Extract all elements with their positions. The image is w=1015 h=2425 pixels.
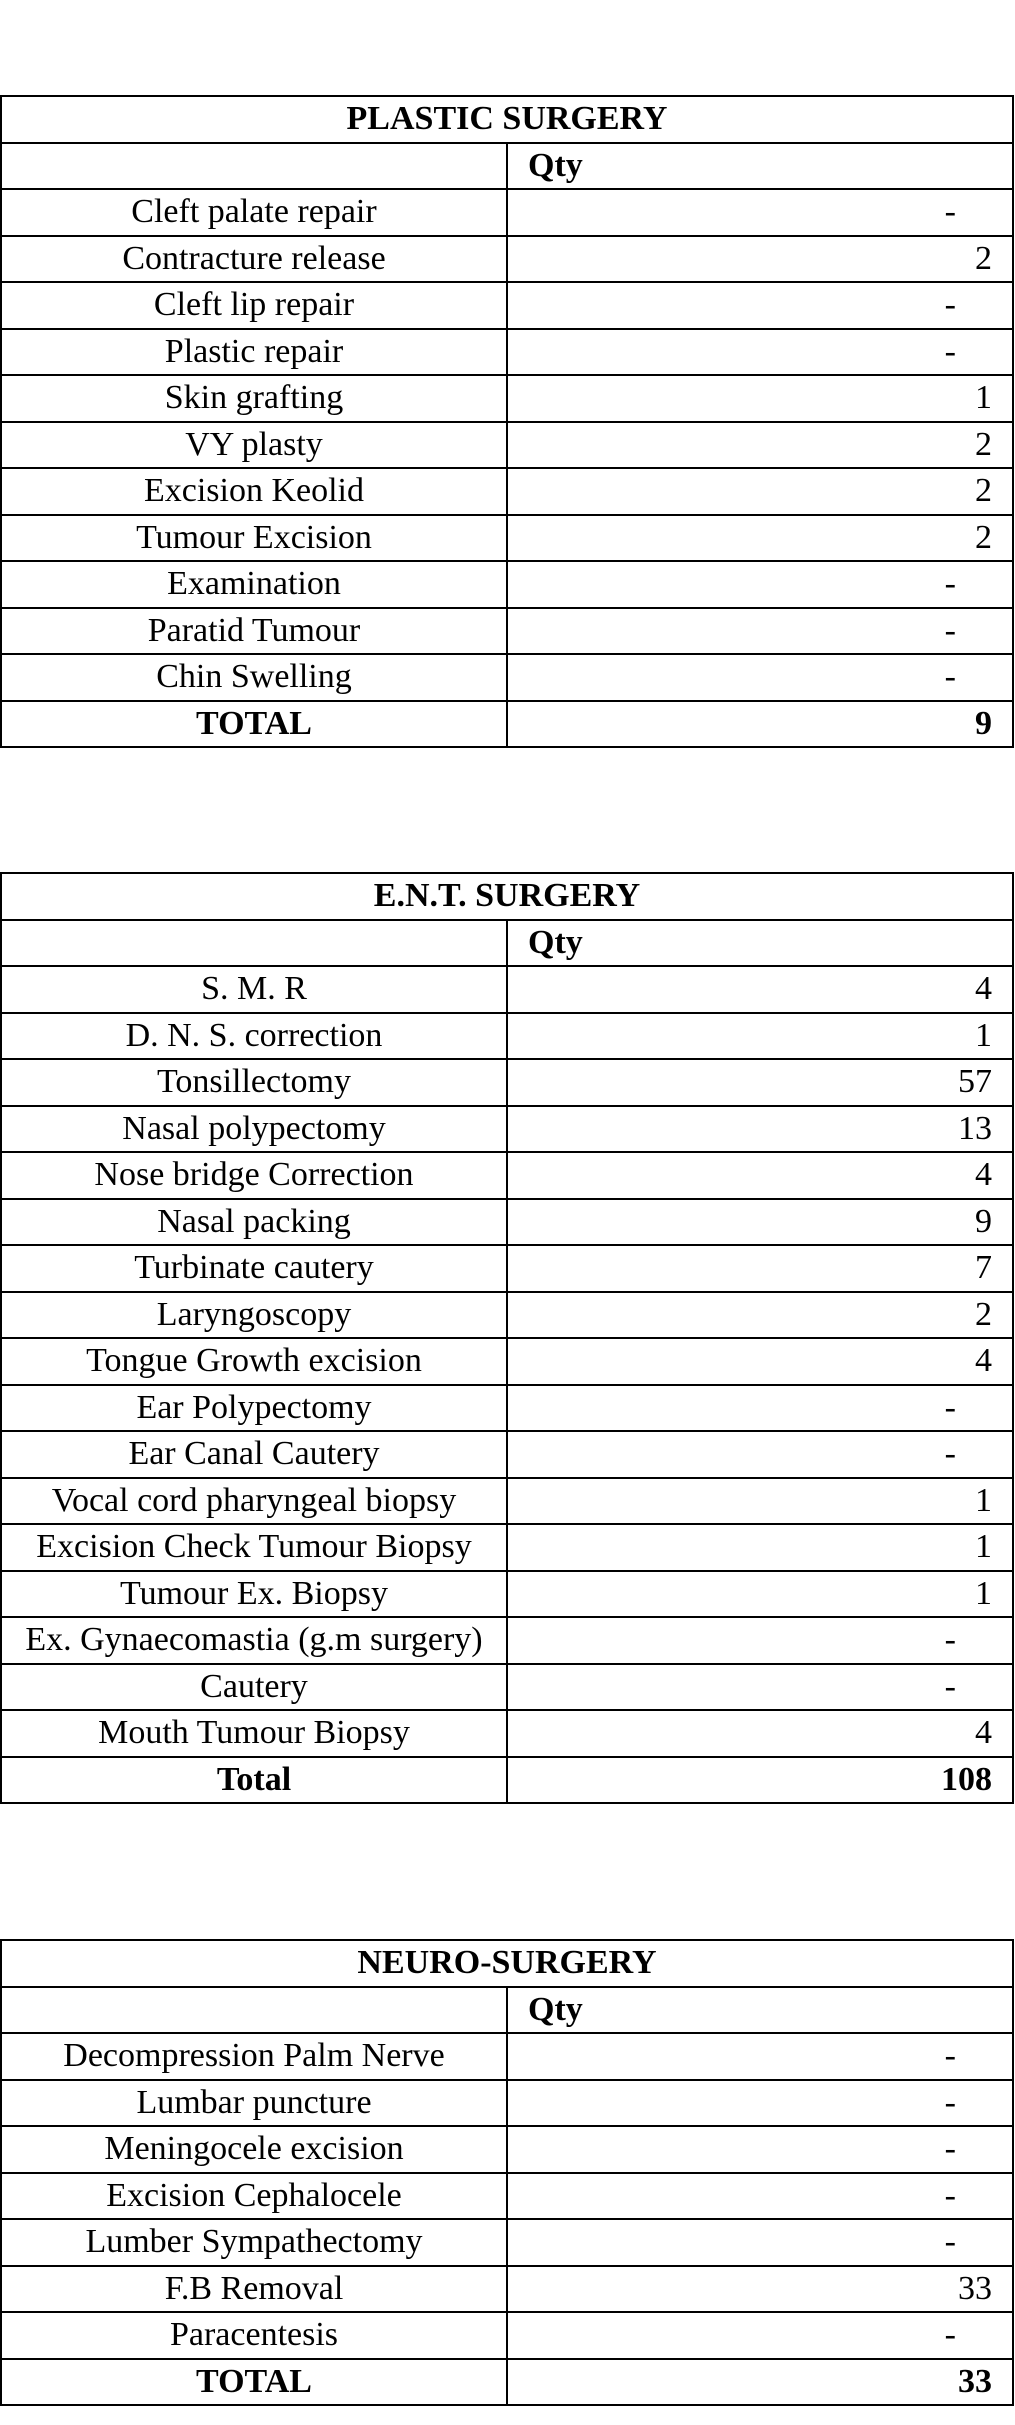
neuro-surgery-table [0, 1939, 1014, 2406]
procedure-qty: 4 [507, 966, 1013, 1013]
table-row [1, 236, 1013, 283]
table-title: PLASTIC SURGERY [1, 96, 1013, 143]
procedure-name: Skin grafting [1, 375, 507, 422]
table-row [1, 2312, 1013, 2359]
table-row [1, 1385, 1013, 1432]
procedure-name: Laryngoscopy [1, 1292, 507, 1339]
procedure-qty: 1 [507, 1013, 1013, 1060]
procedure-qty: - [507, 2173, 1013, 2220]
table-row [1, 1664, 1013, 1711]
procedure-name: Tongue Growth excision [1, 1338, 507, 1385]
table-row [1, 1013, 1013, 1060]
procedure-qty: 2 [507, 422, 1013, 469]
table-row [1, 608, 1013, 655]
procedure-name: Cleft palate repair [1, 189, 507, 236]
procedure-name: Meningocele excision [1, 2126, 507, 2173]
total-value: 33 [507, 2359, 1013, 2406]
table-row [1, 1571, 1013, 1618]
procedure-qty: 1 [507, 1478, 1013, 1525]
table-row [1, 189, 1013, 236]
total-row [1, 1757, 1013, 1804]
procedure-name: Paracentesis [1, 2312, 507, 2359]
qty-header: Qty [507, 1987, 1013, 2034]
procedure-name: Cautery [1, 1664, 507, 1711]
table-row [1, 1617, 1013, 1664]
table-row [1, 1710, 1013, 1757]
procedure-qty: 33 [507, 2266, 1013, 2313]
table-title-row [1, 873, 1013, 920]
table-row [1, 2266, 1013, 2313]
procedure-qty: - [507, 608, 1013, 655]
table-title: E.N.T. SURGERY [1, 873, 1013, 920]
plastic-surgery-table [0, 95, 1014, 748]
procedure-name: Cleft lip repair [1, 282, 507, 329]
procedure-qty: 2 [507, 468, 1013, 515]
table-header-row [1, 920, 1013, 967]
procedure-qty: - [507, 1664, 1013, 1711]
procedure-name: Turbinate cautery [1, 1245, 507, 1292]
procedure-qty: - [507, 1385, 1013, 1432]
table-row [1, 1431, 1013, 1478]
table-row [1, 1245, 1013, 1292]
procedure-qty: 2 [507, 515, 1013, 562]
table-row [1, 1106, 1013, 1153]
procedure-name: Lumber Sympathectomy [1, 2219, 507, 2266]
procedure-qty: 1 [507, 375, 1013, 422]
table-title-row [1, 1940, 1013, 1987]
table-row [1, 422, 1013, 469]
table-row [1, 966, 1013, 1013]
procedure-name: Decompression Palm Nerve [1, 2033, 507, 2080]
procedure-name: Contracture release [1, 236, 507, 283]
procedure-qty: - [507, 2080, 1013, 2127]
procedure-qty: - [507, 189, 1013, 236]
procedure-qty: 2 [507, 236, 1013, 283]
procedure-name: D. N. S. correction [1, 1013, 507, 1060]
procedure-name: Nasal packing [1, 1199, 507, 1246]
procedure-qty: - [507, 282, 1013, 329]
table-row [1, 468, 1013, 515]
table-row [1, 515, 1013, 562]
procedure-qty: 4 [507, 1710, 1013, 1757]
procedure-qty: - [507, 654, 1013, 701]
procedure-qty: - [507, 2033, 1013, 2080]
procedure-qty: 57 [507, 1059, 1013, 1106]
procedure-qty: 4 [507, 1152, 1013, 1199]
table-row [1, 2080, 1013, 2127]
table-title: NEURO-SURGERY [1, 1940, 1013, 1987]
table-row [1, 1524, 1013, 1571]
procedure-name: Excision Cephalocele [1, 2173, 507, 2220]
table-row [1, 1059, 1013, 1106]
table-row [1, 2126, 1013, 2173]
procedure-qty: 4 [507, 1338, 1013, 1385]
procedure-name: Chin Swelling [1, 654, 507, 701]
procedure-name: Excision Check Tumour Biopsy [1, 1524, 507, 1571]
procedure-name: VY plasty [1, 422, 507, 469]
table-row [1, 282, 1013, 329]
table-row [1, 1152, 1013, 1199]
qty-header: Qty [507, 920, 1013, 967]
table-row [1, 375, 1013, 422]
procedure-qty: - [507, 561, 1013, 608]
procedure-name: Ex. Gynaecomastia (g.m surgery) [1, 1617, 507, 1664]
procedure-name: Nasal polypectomy [1, 1106, 507, 1153]
header-blank-cell [1, 1987, 507, 2034]
procedure-name: Vocal cord pharyngeal biopsy [1, 1478, 507, 1525]
procedure-name: Tonsillectomy [1, 1059, 507, 1106]
procedure-name: Excision Keolid [1, 468, 507, 515]
table-row [1, 2033, 1013, 2080]
total-label: TOTAL [1, 701, 507, 748]
procedure-name: Lumbar puncture [1, 2080, 507, 2127]
table-row [1, 2173, 1013, 2220]
procedure-name: Nose bridge Correction [1, 1152, 507, 1199]
total-value: 9 [507, 701, 1013, 748]
table-row [1, 1338, 1013, 1385]
table-row [1, 329, 1013, 376]
total-label: TOTAL [1, 2359, 507, 2406]
procedure-name: Tumour Ex. Biopsy [1, 1571, 507, 1618]
table-row [1, 2219, 1013, 2266]
table-title-row [1, 96, 1013, 143]
table-row [1, 1478, 1013, 1525]
procedure-qty: 1 [507, 1571, 1013, 1618]
procedure-qty: - [507, 2219, 1013, 2266]
table-row [1, 561, 1013, 608]
procedure-name: Ear Polypectomy [1, 1385, 507, 1432]
qty-header: Qty [507, 143, 1013, 190]
table-row [1, 1199, 1013, 1246]
procedure-name: Plastic repair [1, 329, 507, 376]
total-label: Total [1, 1757, 507, 1804]
procedure-name: Mouth Tumour Biopsy [1, 1710, 507, 1757]
procedure-name: Ear Canal Cautery [1, 1431, 507, 1478]
table-header-row [1, 1987, 1013, 2034]
table-row [1, 1292, 1013, 1339]
procedure-name: S. M. R [1, 966, 507, 1013]
procedure-name: Tumour Excision [1, 515, 507, 562]
procedure-qty: 9 [507, 1199, 1013, 1246]
procedure-qty: - [507, 2312, 1013, 2359]
procedure-qty: - [507, 1431, 1013, 1478]
procedure-qty: 1 [507, 1524, 1013, 1571]
header-blank-cell [1, 920, 507, 967]
total-value: 108 [507, 1757, 1013, 1804]
header-blank-cell [1, 143, 507, 190]
procedure-qty: - [507, 2126, 1013, 2173]
procedure-qty: - [507, 1617, 1013, 1664]
procedure-qty: 13 [507, 1106, 1013, 1153]
procedure-qty: 2 [507, 1292, 1013, 1339]
procedure-qty: - [507, 329, 1013, 376]
table-header-row [1, 143, 1013, 190]
procedure-name: Paratid Tumour [1, 608, 507, 655]
procedure-name: Examination [1, 561, 507, 608]
total-row [1, 701, 1013, 748]
procedure-qty: 7 [507, 1245, 1013, 1292]
table-row [1, 654, 1013, 701]
total-row [1, 2359, 1013, 2406]
procedure-name: F.B Removal [1, 2266, 507, 2313]
ent-surgery-table [0, 872, 1014, 1804]
